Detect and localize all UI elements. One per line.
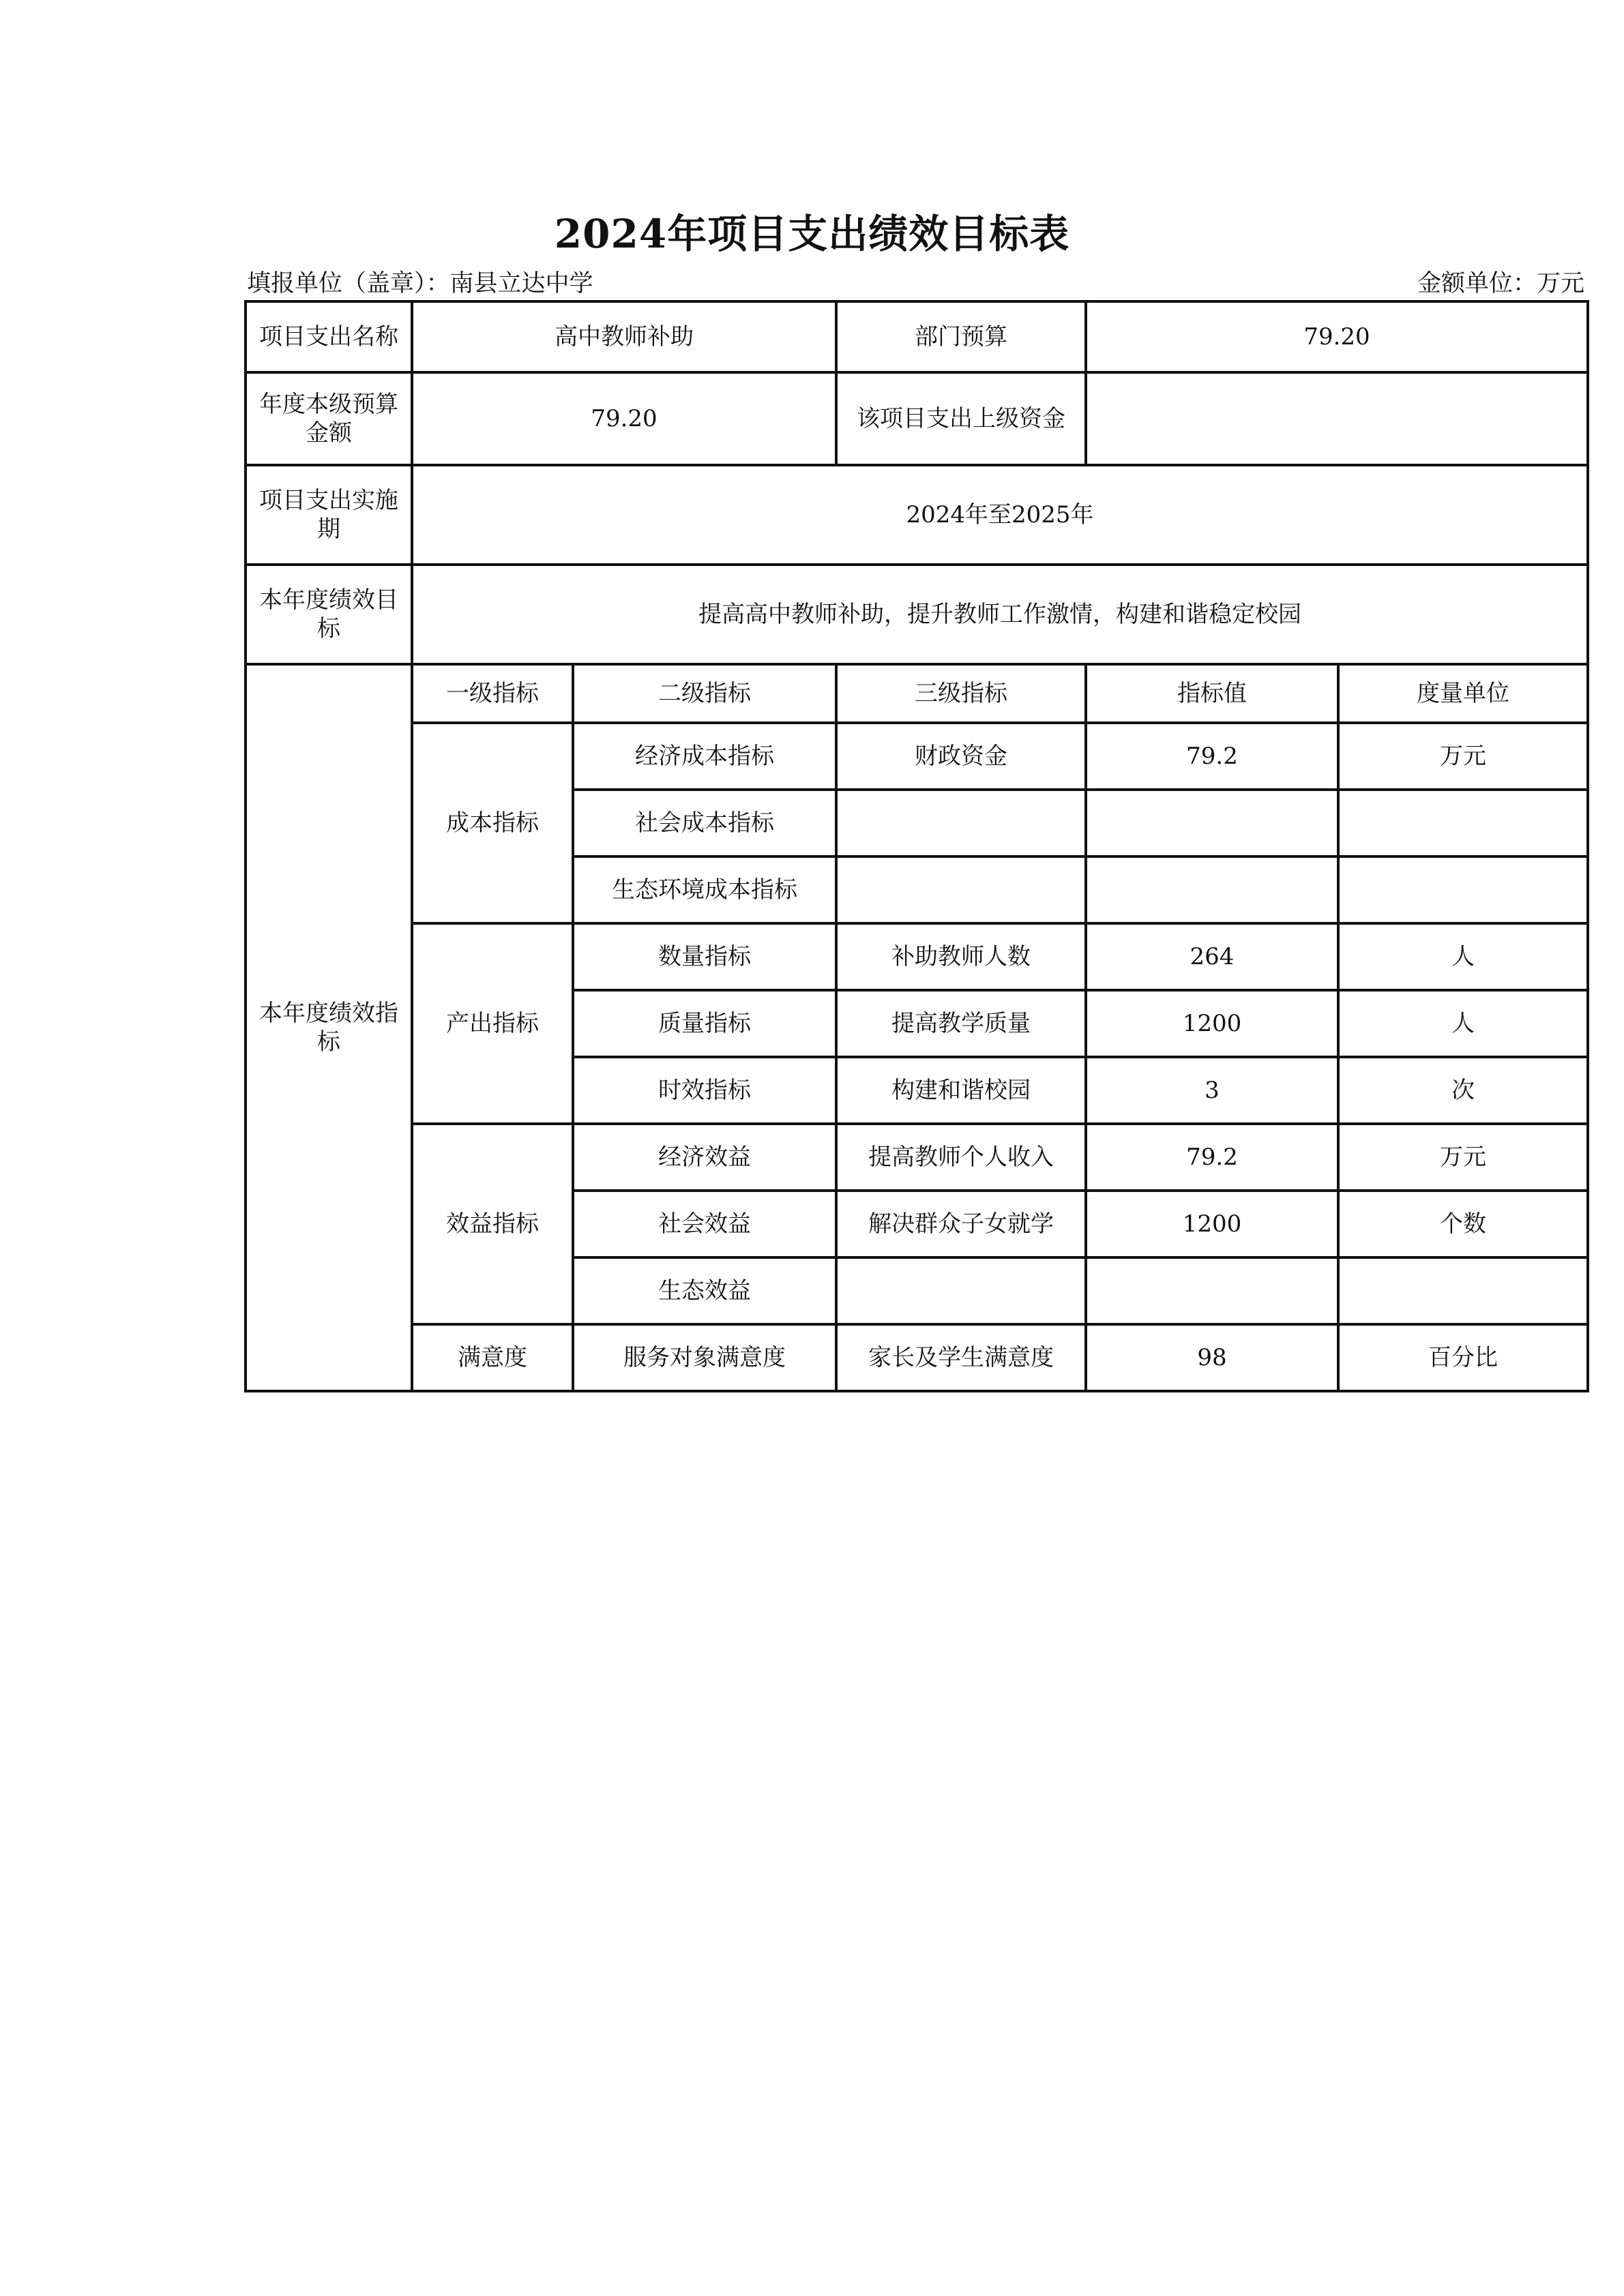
unit-cell: 人: [1338, 990, 1588, 1057]
goal-label: 本年度绩效目标: [246, 565, 412, 664]
info-row-budget: [246, 372, 1588, 465]
indicator-row: [246, 1324, 1588, 1391]
unit-cell: 次: [1338, 1057, 1588, 1124]
info-row-project: [246, 301, 1588, 372]
level3-cell: 家长及学生满意度: [836, 1324, 1086, 1391]
unit-cell: 百分比: [1338, 1324, 1588, 1391]
level3-cell: 补助教师人数: [836, 923, 1086, 990]
unit-cell: 万元: [1338, 1124, 1588, 1191]
level3-cell: 提高教师个人收入: [836, 1124, 1086, 1191]
header-level3: 三级指标: [836, 664, 1086, 723]
value-cell: [1086, 790, 1338, 856]
header-level1: 一级指标: [412, 664, 573, 723]
level3-cell: [836, 1257, 1086, 1324]
unit-cell: [1338, 1257, 1588, 1324]
level3-cell: [836, 790, 1086, 856]
performance-table: [244, 300, 1589, 1392]
header-value: 指标值: [1086, 664, 1338, 723]
level2-cell: 质量指标: [573, 990, 836, 1057]
value-cell: 79.2: [1086, 723, 1338, 790]
value-cell: 1200: [1086, 990, 1338, 1057]
level2-cell: 社会效益: [573, 1191, 836, 1257]
project-name-label: 项目支出名称: [246, 301, 412, 372]
header-level2: 二级指标: [573, 664, 836, 723]
level3-cell: 提高教学质量: [836, 990, 1086, 1057]
level2-cell: 服务对象满意度: [573, 1324, 836, 1391]
level2-cell: 生态效益: [573, 1257, 836, 1324]
level3-cell: 构建和谐校园: [836, 1057, 1086, 1124]
level2-cell: 经济效益: [573, 1124, 836, 1191]
info-row-period: [246, 465, 1588, 565]
unit-cell: [1338, 856, 1588, 923]
level2-cell: 时效指标: [573, 1057, 836, 1124]
unit-cell: 万元: [1338, 723, 1588, 790]
amount-unit: 金额单位：万元: [1417, 270, 1584, 297]
annual-budget-value: 79.20: [412, 372, 836, 465]
level1-benefit: 效益指标: [412, 1124, 573, 1324]
header-unit: 度量单位: [1338, 664, 1588, 723]
indicator-section-label: 本年度绩效指标: [246, 664, 412, 1391]
level1-cost: 成本指标: [412, 723, 573, 923]
unit-cell: 个数: [1338, 1191, 1588, 1257]
value-cell: 98: [1086, 1324, 1338, 1391]
level3-cell: 解决群众子女就学: [836, 1191, 1086, 1257]
value-cell: 3: [1086, 1057, 1338, 1124]
dept-budget-value: 79.20: [1086, 301, 1588, 372]
value-cell: 79.2: [1086, 1124, 1338, 1191]
period-label: 项目支出实施期: [246, 465, 412, 565]
period-value: 2024年至2025年: [412, 465, 1588, 565]
value-cell: 1200: [1086, 1191, 1338, 1257]
annual-budget-label: 年度本级预算金额: [246, 372, 412, 465]
value-cell: [1086, 856, 1338, 923]
indicator-row: [246, 923, 1588, 990]
upper-funds-label: 该项目支出上级资金: [836, 372, 1086, 465]
indicator-header-row: [246, 664, 1588, 723]
level1-output: 产出指标: [412, 923, 573, 1124]
unit-cell: [1338, 790, 1588, 856]
level2-cell: 生态环境成本指标: [573, 856, 836, 923]
value-cell: [1086, 1257, 1338, 1324]
level2-cell: 社会成本指标: [573, 790, 836, 856]
value-cell: 264: [1086, 923, 1338, 990]
info-row-goal: [246, 565, 1588, 664]
level3-cell: 财政资金: [836, 723, 1086, 790]
indicator-row: [246, 1124, 1588, 1191]
upper-funds-value: [1086, 372, 1588, 465]
unit-cell: 人: [1338, 923, 1588, 990]
level2-cell: 数量指标: [573, 923, 836, 990]
goal-value: 提高高中教师补助，提升教师工作激情，构建和谐稳定校园: [412, 565, 1588, 664]
level2-cell: 经济成本指标: [573, 723, 836, 790]
indicator-row: [246, 723, 1588, 790]
fill-unit: 填报单位（盖章）：南县立达中学: [247, 270, 593, 297]
level1-satisfaction: 满意度: [412, 1324, 573, 1391]
project-name-value: 高中教师补助: [412, 301, 836, 372]
dept-budget-label: 部门预算: [836, 301, 1086, 372]
level3-cell: [836, 856, 1086, 923]
page-title: 2024年项目支出绩效目标表: [554, 211, 1070, 257]
